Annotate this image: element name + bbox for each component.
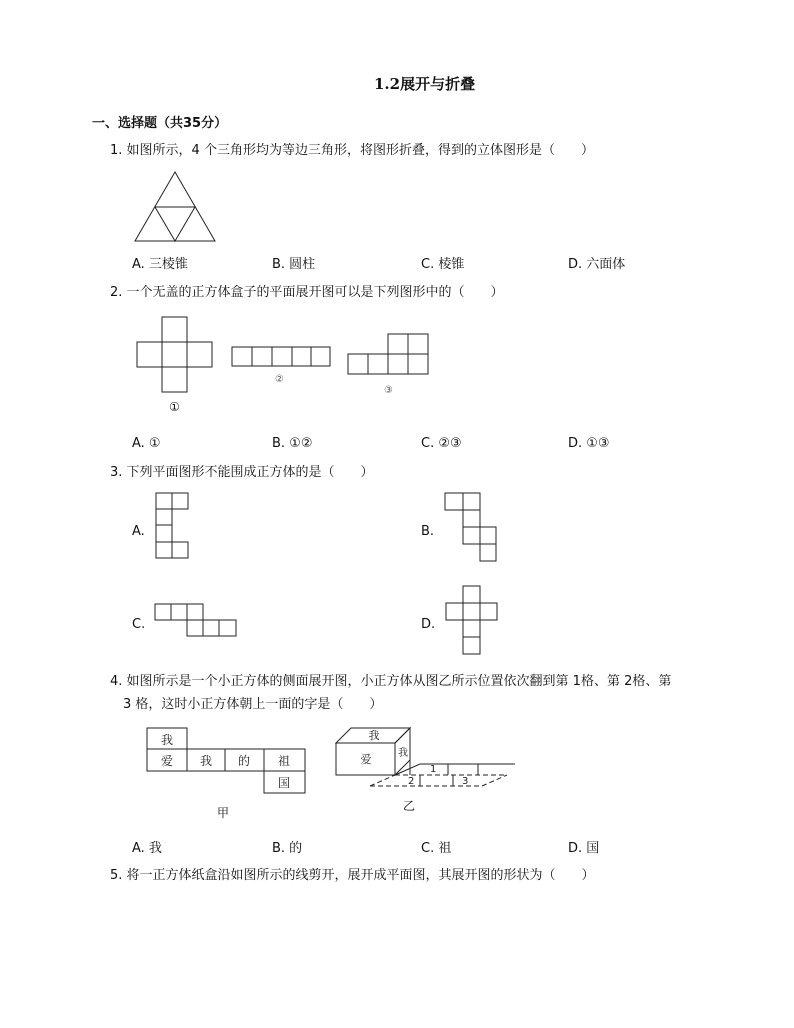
q4-cube-char-top: 我 bbox=[368, 729, 380, 742]
q1-option-c[interactable]: C. 棱锥 bbox=[421, 257, 465, 272]
question-3-stem: 3. 下列平面图形不能围成正方体的是（ ） bbox=[110, 465, 374, 480]
q2-option-a[interactable]: A. ① bbox=[132, 436, 161, 451]
page-title: 1.2展开与折叠 bbox=[374, 75, 476, 93]
q2-option-b[interactable]: B. ①② bbox=[272, 436, 313, 451]
q4-option-c[interactable]: C. 祖 bbox=[421, 841, 452, 856]
q4-cell-number-2: 2 bbox=[408, 776, 415, 787]
q4-fig-label-jia: 甲 bbox=[217, 806, 230, 820]
q1-option-b[interactable]: B. 圆柱 bbox=[272, 257, 316, 272]
q4-net-char-6: 国 bbox=[277, 776, 291, 790]
q1-option-a[interactable]: A. 三棱锥 bbox=[132, 257, 188, 272]
q4-net-char-5: 祖 bbox=[277, 754, 291, 768]
q4-net-char-2: 爱 bbox=[160, 754, 174, 768]
q3-option-a[interactable]: A. bbox=[132, 524, 145, 539]
q4-cube-char-front: 爱 bbox=[360, 753, 372, 766]
question-1-stem: 1. 如图所示，4 个三角形均为等边三角形，将图形折叠，得到的立体图形是（ ） bbox=[110, 143, 594, 158]
q1-option-d[interactable]: D. 六面体 bbox=[568, 257, 626, 272]
q4-cube-char-side: 我 bbox=[398, 748, 408, 759]
q2-option-d[interactable]: D. ①③ bbox=[568, 436, 610, 451]
question-5-stem: 5. 将一正方体纸盒沿如图所示的线剪开，展开成平面图，其展开图的形状为（ ） bbox=[110, 868, 595, 883]
question-4-stem-line-1: 4. 如图所示是一个小正方体的侧面展开图，小正方体从图乙所示位置依次翻到第 1格、第 2格、第 bbox=[110, 674, 672, 689]
question-4-stem-line-2: 3 格，这时小正方体朝上一面的字是（ ） bbox=[123, 697, 383, 712]
q4-option-a[interactable]: A. 我 bbox=[132, 841, 162, 856]
q3-option-d[interactable]: D. bbox=[421, 617, 436, 632]
q4-fig-label-yi: 乙 bbox=[403, 799, 416, 813]
q3-option-b[interactable]: B. bbox=[421, 524, 435, 539]
q2-fig-label-1: ① bbox=[169, 400, 180, 414]
question-2-stem: 2. 一个无盖的正方体盒子的平面展开图可以是下列图形中的（ ） bbox=[110, 285, 504, 300]
q4-net-char-4: 的 bbox=[237, 754, 251, 768]
q2-option-c[interactable]: C. ②③ bbox=[421, 436, 462, 451]
section-heading: 一、选择题（共35分） bbox=[92, 116, 228, 131]
q4-track-line bbox=[395, 764, 515, 775]
q4-option-b[interactable]: B. 的 bbox=[272, 841, 303, 856]
q4-net-char-1: 我 bbox=[160, 733, 174, 747]
q4-cell-number-3: 3 bbox=[462, 776, 469, 787]
q2-fig-label-2: ② bbox=[275, 374, 284, 385]
q4-option-d[interactable]: D. 国 bbox=[568, 841, 600, 856]
q4-net-char-3: 我 bbox=[199, 754, 213, 768]
q3-option-c[interactable]: C. bbox=[132, 617, 146, 632]
q2-fig-label-3: ③ bbox=[384, 385, 393, 396]
q4-cell-number-1: 1 bbox=[430, 764, 437, 775]
